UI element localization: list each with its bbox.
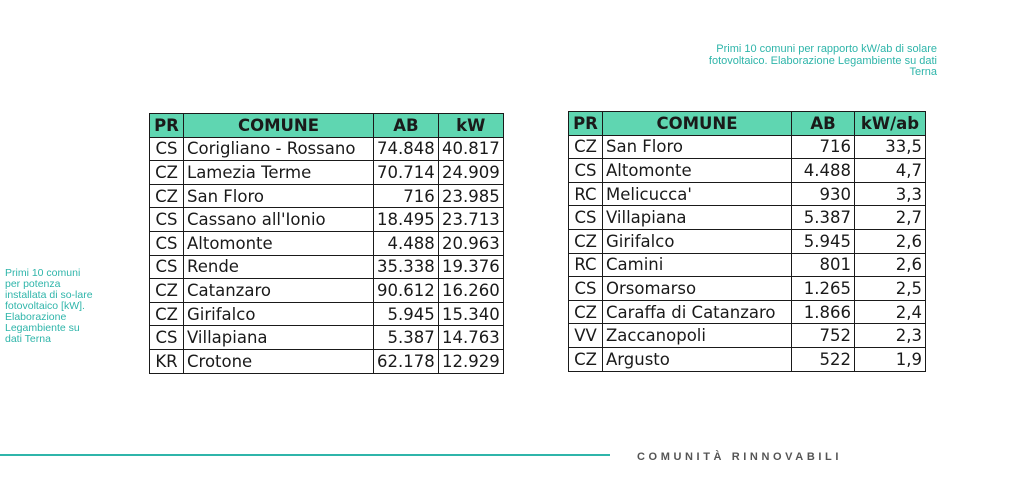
cell-comune: Lamezia Terme	[184, 161, 374, 185]
cell-value: 19.376	[438, 255, 503, 279]
cell-province: CS	[150, 208, 184, 232]
table-row	[569, 253, 926, 277]
cell-value: 2,4	[855, 300, 926, 324]
cell-value: 16.260	[438, 279, 503, 303]
cell-province: CZ	[569, 347, 603, 371]
cell-province: KR	[150, 349, 184, 373]
header-pr: PR	[150, 114, 184, 138]
cell-province: CZ	[569, 229, 603, 253]
cell-value: 33,5	[855, 135, 926, 159]
cell-comune: Girifalco	[184, 302, 374, 326]
table-row	[150, 349, 504, 373]
cell-comune: Corigliano - Rossano	[184, 137, 374, 161]
cell-abitanti: 716	[374, 184, 439, 208]
cell-value: 40.817	[438, 137, 503, 161]
cell-province: CS	[569, 277, 603, 301]
cell-abitanti: 74.848	[374, 137, 439, 161]
cell-comune: Villapiana	[184, 326, 374, 350]
cell-comune: Caraffa di Catanzaro	[603, 300, 792, 324]
cell-province: CZ	[150, 184, 184, 208]
cell-value: 2,3	[855, 324, 926, 348]
cell-province: CZ	[150, 279, 184, 303]
table-row	[150, 302, 504, 326]
table-row	[569, 159, 926, 183]
cell-abitanti: 801	[792, 253, 855, 277]
cell-abitanti: 5.387	[792, 206, 855, 230]
cell-abitanti: 752	[792, 324, 855, 348]
header-kw-ab: kW/ab	[855, 112, 926, 136]
cell-abitanti: 5.945	[374, 302, 439, 326]
table-row	[150, 184, 504, 208]
table-kw-per-ab	[568, 111, 926, 372]
cell-province: CS	[150, 231, 184, 255]
header-ab: AB	[792, 112, 855, 136]
cell-abitanti: 4.488	[792, 159, 855, 183]
cell-comune: Rende	[184, 255, 374, 279]
table-header-row	[569, 112, 926, 136]
cell-abitanti: 62.178	[374, 349, 439, 373]
cell-value: 20.963	[438, 231, 503, 255]
cell-abitanti: 5.945	[792, 229, 855, 253]
cell-comune: Altomonte	[603, 159, 792, 183]
cell-province: CZ	[569, 300, 603, 324]
header-kw: kW	[438, 114, 503, 138]
table-row	[150, 255, 504, 279]
table-row	[150, 208, 504, 232]
cell-comune: Camini	[603, 253, 792, 277]
cell-abitanti: 522	[792, 347, 855, 371]
table-power-body	[150, 137, 504, 373]
cell-abitanti: 35.338	[374, 255, 439, 279]
cell-comune: Orsomarso	[603, 277, 792, 301]
cell-comune: Catanzaro	[184, 279, 374, 303]
cell-value: 3,3	[855, 182, 926, 206]
cell-province: VV	[569, 324, 603, 348]
cell-province: CS	[569, 206, 603, 230]
header-comune: COMUNE	[603, 112, 792, 136]
cell-abitanti: 70.714	[374, 161, 439, 185]
cell-comune: Zaccanopoli	[603, 324, 792, 348]
cell-province: CS	[150, 137, 184, 161]
cell-province: RC	[569, 182, 603, 206]
cell-comune: Altomonte	[184, 231, 374, 255]
footer-brand: COMUNITÀ RINNOVABILI	[637, 451, 843, 463]
cell-value: 2,6	[855, 229, 926, 253]
cell-abitanti: 1.866	[792, 300, 855, 324]
cell-province: CS	[150, 255, 184, 279]
table-power-installed	[149, 113, 504, 374]
table-row	[569, 206, 926, 230]
table-row	[150, 161, 504, 185]
cell-value: 23.985	[438, 184, 503, 208]
table-row	[569, 229, 926, 253]
caption-power-installed: Primi 10 comuni per potenza installata di so-lare fotovoltaico [kW]. Elaborazione Legambiente su dati Terna	[5, 267, 93, 346]
cell-province: CZ	[150, 302, 184, 326]
cell-comune: Villapiana	[603, 206, 792, 230]
cell-comune: Cassano all'Ionio	[184, 208, 374, 232]
cell-abitanti: 5.387	[374, 326, 439, 350]
table-row	[569, 182, 926, 206]
table-row	[569, 347, 926, 371]
cell-comune: San Floro	[184, 184, 374, 208]
cell-value: 23.713	[438, 208, 503, 232]
cell-value: 1,9	[855, 347, 926, 371]
cell-abitanti: 1.265	[792, 277, 855, 301]
table-row	[569, 324, 926, 348]
cell-comune: Girifalco	[603, 229, 792, 253]
table-row	[150, 326, 504, 350]
table-row	[569, 277, 926, 301]
table-ratio-body	[569, 135, 926, 371]
cell-comune: Crotone	[184, 349, 374, 373]
cell-value: 14.763	[438, 326, 503, 350]
cell-province: CS	[150, 326, 184, 350]
cell-value: 2,6	[855, 253, 926, 277]
cell-value: 2,5	[855, 277, 926, 301]
table-row	[569, 135, 926, 159]
cell-abitanti: 18.495	[374, 208, 439, 232]
table-row	[569, 300, 926, 324]
table-row	[150, 279, 504, 303]
cell-abitanti: 4.488	[374, 231, 439, 255]
cell-province: CZ	[569, 135, 603, 159]
cell-province: CS	[569, 159, 603, 183]
footer-divider	[0, 454, 610, 456]
cell-province: RC	[569, 253, 603, 277]
table-row	[150, 231, 504, 255]
cell-value: 4,7	[855, 159, 926, 183]
cell-abitanti: 716	[792, 135, 855, 159]
cell-value: 12.929	[438, 349, 503, 373]
table-header-row	[150, 114, 504, 138]
cell-value: 24.909	[438, 161, 503, 185]
header-pr: PR	[569, 112, 603, 136]
cell-abitanti: 930	[792, 182, 855, 206]
cell-province: CZ	[150, 161, 184, 185]
header-ab: AB	[374, 114, 439, 138]
cell-value: 2,7	[855, 206, 926, 230]
cell-value: 15.340	[438, 302, 503, 326]
caption-kw-per-ab: Primi 10 comuni per rapporto kW/ab di solare fotovoltaico. Elaborazione Legambiente su dati Terna	[708, 43, 937, 79]
header-comune: COMUNE	[184, 114, 374, 138]
cell-comune: San Floro	[603, 135, 792, 159]
cell-comune: Melicucca'	[603, 182, 792, 206]
cell-abitanti: 90.612	[374, 279, 439, 303]
cell-comune: Argusto	[603, 347, 792, 371]
table-row	[150, 137, 504, 161]
